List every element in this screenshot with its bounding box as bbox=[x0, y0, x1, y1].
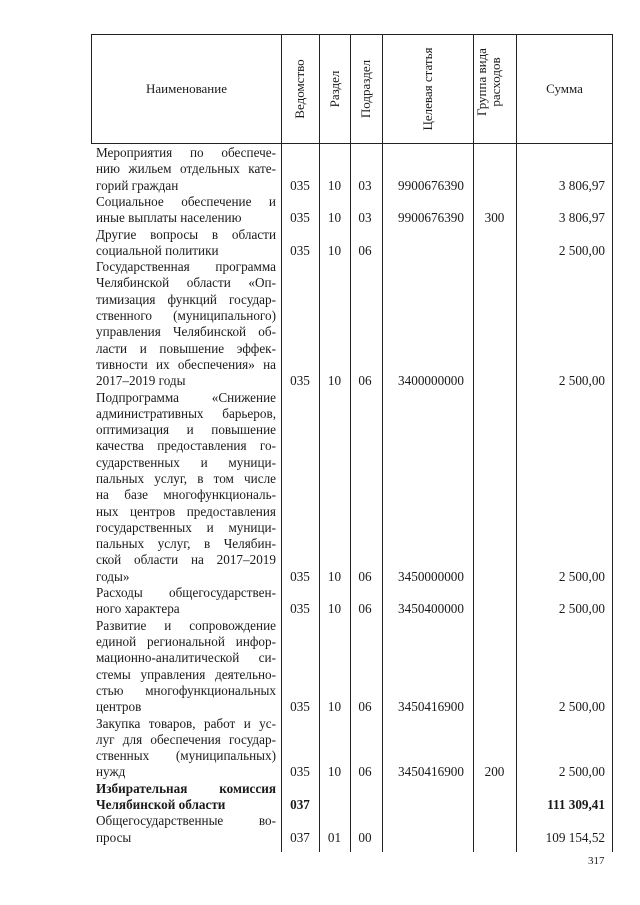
row-podrazdel: 06 bbox=[358, 568, 372, 584]
row-name-line: качества предоставления го- bbox=[96, 438, 276, 454]
header-gruppa-line2: расходов bbox=[488, 57, 503, 107]
row-name bbox=[96, 813, 276, 846]
row-podrazdel: 00 bbox=[358, 829, 372, 845]
row-summa: 111 309,41 bbox=[547, 797, 605, 812]
row-name-line: мационно-аналитической си- bbox=[96, 650, 276, 666]
row-name-line: Социальное обеспечение и bbox=[96, 193, 276, 209]
row-ved: 035 bbox=[290, 242, 310, 258]
row-name-line: на базе многофункциональ- bbox=[96, 487, 276, 503]
row-summa: 2 500,00 bbox=[558, 373, 605, 389]
row-razdel: 10 bbox=[327, 568, 342, 584]
row-name-line: Расходы общегосударствен- bbox=[96, 585, 276, 601]
row-name-line: сударственных и муници- bbox=[96, 454, 276, 470]
row-name-line: единой региональной инфор- bbox=[96, 633, 276, 649]
row-podrazdel: 03 bbox=[358, 210, 372, 226]
row-celevaya: 3400000000 bbox=[398, 373, 464, 389]
row-ved: 035 bbox=[290, 764, 310, 780]
row-name-line: государственных и муници- bbox=[96, 519, 276, 535]
row-name-line: ных центров предоставления bbox=[96, 503, 276, 519]
row-ved: 035 bbox=[290, 373, 310, 389]
row-ved: 035 bbox=[290, 699, 310, 715]
row-razdel: 10 bbox=[327, 601, 342, 617]
row-summa: 3 806,97 bbox=[558, 177, 605, 193]
row-name bbox=[96, 585, 276, 618]
row-name-line: луг для обеспечения государ- bbox=[96, 731, 276, 747]
row-name-line: Другие вопросы в области bbox=[96, 226, 276, 242]
row-ved: 035 bbox=[290, 177, 310, 193]
table-right-border bbox=[612, 34, 613, 852]
row-name-line: оптимизация и повышение bbox=[96, 422, 276, 438]
row-razdel: 10 bbox=[327, 764, 342, 780]
row-celevaya: 3450416900 bbox=[398, 699, 464, 715]
row-ved: 035 bbox=[290, 210, 310, 226]
row-celevaya: 9900676390 bbox=[398, 177, 464, 193]
row-name-line: нию жильем отдельных кате- bbox=[96, 161, 276, 177]
col-divider-razdel bbox=[319, 34, 320, 852]
row-name-line: управления Челябинской об- bbox=[96, 324, 276, 340]
row-name-line: 2017–2019 годы bbox=[96, 373, 186, 389]
row-name-line: Государственная программа bbox=[96, 259, 276, 275]
row-podrazdel: 06 bbox=[358, 764, 372, 780]
header-bottom-border bbox=[91, 143, 613, 144]
row-gruppa: 200 bbox=[484, 764, 505, 780]
header-name: Наименование bbox=[146, 80, 227, 96]
row-name-line: годы» bbox=[96, 568, 130, 584]
row-name-line: Избирательная комиссия bbox=[96, 780, 276, 796]
row-razdel: 10 bbox=[327, 373, 342, 389]
row-name bbox=[96, 390, 276, 586]
row-razdel: 10 bbox=[327, 177, 342, 193]
row-summa: 2 500,00 bbox=[558, 699, 605, 715]
row-summa: 2 500,00 bbox=[558, 242, 605, 258]
row-name-line: пальных услуг, в Челябин- bbox=[96, 536, 276, 552]
row-celevaya: 3450400000 bbox=[398, 601, 464, 617]
row-name-line: стью многофункциональных bbox=[96, 682, 276, 698]
row-name-line: Мероприятия по обеспече- bbox=[96, 145, 276, 160]
row-name-line: ственного (муниципального) bbox=[96, 307, 276, 323]
row-celevaya: 3450000000 bbox=[398, 568, 464, 584]
row-name-line: стемы управления деятельно- bbox=[96, 666, 276, 682]
page-number: 317 bbox=[588, 855, 605, 867]
row-name-line: ской области на 2017–2019 bbox=[96, 552, 276, 568]
row-ved: 035 bbox=[290, 601, 310, 617]
row-ved: 035 bbox=[290, 568, 310, 584]
header-celevaya: Целевая статья bbox=[420, 47, 435, 131]
row-name-line: Общегосударственные во- bbox=[96, 813, 276, 829]
row-name bbox=[96, 194, 276, 227]
row-name-line: социальной политики bbox=[96, 242, 219, 258]
row-name-line: Развитие и сопровождение bbox=[96, 617, 276, 633]
row-razdel: 01 bbox=[327, 829, 342, 845]
row-summa: 3 806,97 bbox=[558, 210, 605, 226]
row-name-line: тивности их обеспечения» на bbox=[96, 356, 276, 372]
header-podrazdel: Подраздел bbox=[358, 59, 373, 119]
row-name-line: ного характера bbox=[96, 601, 180, 617]
row-name-line: центров bbox=[96, 699, 142, 715]
col-divider-ved bbox=[281, 34, 282, 852]
row-name-line: нужд bbox=[96, 764, 126, 780]
row-name-line: горий граждан bbox=[96, 177, 179, 193]
row-name-line: ласти и повышение эффек- bbox=[96, 340, 276, 356]
row-celevaya: 9900676390 bbox=[398, 210, 464, 226]
row-podrazdel: 06 bbox=[358, 699, 372, 715]
row-razdel: 10 bbox=[327, 699, 342, 715]
row-name-line: Челябинской области «Оп- bbox=[96, 275, 276, 291]
row-name-line: Закупка товаров, работ и ус- bbox=[96, 715, 276, 731]
row-summa: 2 500,00 bbox=[558, 568, 605, 584]
row-name-line: Подпрограмма «Снижение bbox=[96, 389, 276, 405]
row-summa: 2 500,00 bbox=[558, 764, 605, 780]
row-name-line: ственных (муниципальных) bbox=[96, 748, 276, 764]
row-name bbox=[96, 716, 276, 781]
row-name-line: просы bbox=[96, 829, 132, 845]
row-gruppa: 300 bbox=[484, 210, 505, 226]
row-name bbox=[96, 227, 276, 260]
row-podrazdel: 06 bbox=[358, 601, 372, 617]
col-divider-summa bbox=[516, 34, 517, 852]
header-gruppa-line1: Группа вида bbox=[474, 48, 489, 116]
row-name bbox=[96, 618, 276, 716]
row-razdel: 10 bbox=[327, 210, 342, 226]
col-divider-podrazdel bbox=[350, 34, 351, 852]
row-ved: 037 bbox=[290, 797, 310, 812]
row-name bbox=[96, 781, 276, 814]
row-celevaya: 3450416900 bbox=[398, 764, 464, 780]
row-name-line: тимизация функций государ- bbox=[96, 291, 276, 307]
row-name-line: административных барьеров, bbox=[96, 405, 276, 421]
header-razdel: Раздел bbox=[327, 70, 342, 108]
header-summa: Сумма bbox=[546, 80, 583, 96]
col-divider-celevaya bbox=[382, 34, 383, 852]
row-name-line: Челябинской области bbox=[96, 796, 226, 812]
row-razdel: 10 bbox=[327, 242, 342, 258]
row-name bbox=[96, 259, 276, 389]
row-podrazdel: 06 bbox=[358, 242, 372, 258]
row-podrazdel: 03 bbox=[358, 177, 372, 193]
row-summa: 109 154,52 bbox=[545, 829, 605, 845]
row-name bbox=[96, 145, 276, 194]
row-summa: 2 500,00 bbox=[558, 601, 605, 617]
row-ved: 037 bbox=[290, 829, 310, 845]
header-ved: Ведомство bbox=[292, 59, 307, 119]
row-podrazdel: 06 bbox=[358, 373, 372, 389]
col-divider-gruppa bbox=[473, 34, 474, 852]
row-name-line: иные выплаты населению bbox=[96, 210, 242, 226]
row-name-line: пальных услуг, в том числе bbox=[96, 470, 276, 486]
